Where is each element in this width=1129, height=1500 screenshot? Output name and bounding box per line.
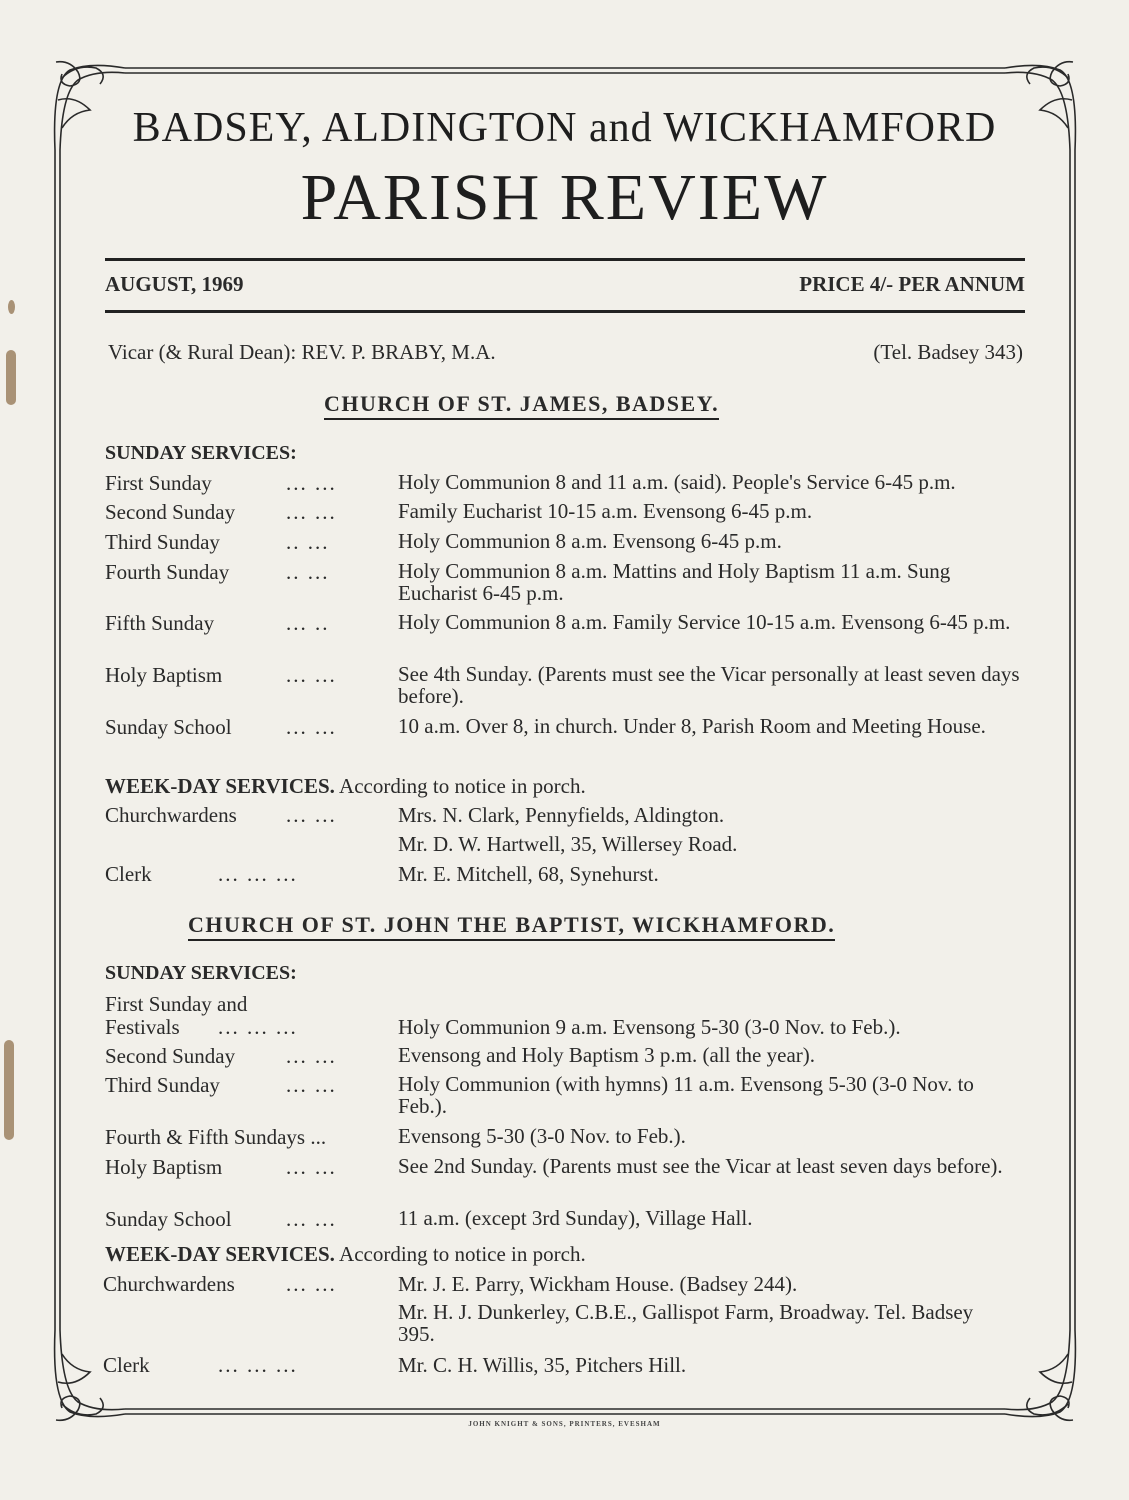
leader-dots: ... ... ...	[218, 1353, 298, 1377]
wickhamford-weekday-line	[105, 1242, 586, 1267]
wickhamford-sunday-heading: SUNDAY SERVICES:	[105, 962, 297, 984]
service-text: See 4th Sunday. (Parents must see the Vicar personally at least seven days before).	[398, 662, 1020, 708]
service-label: First Sunday	[105, 471, 212, 495]
publication-title: PARISH REVIEW	[300, 161, 829, 234]
section-heading-wickhamford: CHURCH OF ST. JOHN THE BAPTIST, WICKHAMFORD.	[188, 912, 835, 941]
churchwardens-label: Churchwardens	[103, 1272, 235, 1296]
section-heading-badsey: CHURCH OF ST. JAMES, BADSEY.	[324, 391, 719, 420]
leader-dots: ... ...	[286, 1073, 337, 1097]
issue-date: AUGUST, 1969	[105, 272, 244, 296]
leader-dots: ... ...	[286, 471, 337, 495]
service-text: Evensong and Holy Baptism 3 p.m. (all the year).	[398, 1043, 815, 1067]
leader-dots: .. ...	[286, 560, 330, 584]
printer-imprint: JOHN KNIGHT & SONS, PRINTERS, EVESHAM	[468, 1420, 661, 1428]
service-text: Holy Communion 8 a.m. Mattins and Holy Baptism 11 a.m. Sung Eucharist 6-45 p.m.	[398, 559, 951, 605]
service-label: Sunday School	[105, 1207, 232, 1231]
leader-dots: ... ... ...	[218, 862, 298, 886]
weekday-note: According to notice in porch.	[334, 774, 586, 798]
weekday-heading: WEEK-DAY SERVICES.	[105, 1242, 335, 1266]
leader-dots: ... ... ...	[218, 1015, 298, 1039]
service-text: Family Eucharist 10-15 a.m. Evensong 6-45 p.m.	[398, 499, 813, 523]
churchwardens-label: Churchwardens	[105, 803, 237, 827]
badsey-sunday-heading: SUNDAY SERVICES:	[105, 442, 297, 464]
header-rule-top	[105, 258, 1025, 261]
weekday-note: According to notice in porch.	[334, 1242, 586, 1266]
service-label: Second Sunday	[105, 1044, 236, 1068]
service-text: Holy Communion 9 a.m. Evensong 5-30 (3-0 Nov. to Feb.).	[398, 1015, 901, 1039]
publication-subtitle: BADSEY, ALDINGTON and WICKHAMFORD	[132, 105, 997, 151]
badsey-weekday-line	[105, 774, 586, 799]
vicar-tel: (Tel. Badsey 343)	[873, 340, 1023, 364]
service-text: Evensong 5-30 (3-0 Nov. to Feb.).	[398, 1124, 686, 1148]
service-text: 11 a.m. (except 3rd Sunday), Village Hall.	[398, 1206, 753, 1230]
leader-dots: ... ...	[286, 1272, 337, 1296]
paper-stain	[6, 350, 16, 405]
leader-dots: ... ...	[286, 500, 337, 524]
service-label: Festivals	[105, 1015, 180, 1039]
leader-dots: ... ...	[286, 803, 337, 827]
service-text: See 2nd Sunday. (Parents must see the Vicar at least seven days before).	[398, 1154, 1003, 1178]
leader-dots: ... ...	[286, 1155, 337, 1179]
service-label: Fourth Sunday	[105, 560, 230, 584]
churchwarden-2: Mr. D. W. Hartwell, 35, Willersey Road.	[398, 832, 738, 856]
service-label: Fourth & Fifth Sundays ...	[105, 1125, 327, 1149]
clerk-label: Clerk	[105, 862, 152, 886]
leader-dots: ... ...	[286, 715, 337, 739]
service-text: Holy Communion (with hymns) 11 a.m. Evensong 5-30 (3-0 Nov. to Feb.).	[398, 1072, 974, 1118]
leader-dots: ... ...	[286, 1207, 337, 1231]
churchwarden-1: Mrs. N. Clark, Pennyfields, Aldington.	[398, 803, 725, 827]
service-label: Sunday School	[105, 715, 232, 739]
churchwarden-2: Mr. H. J. Dunkerley, C.B.E., Gallispot Farm, Broadway. Tel. Badsey 395.	[398, 1300, 974, 1346]
leader-dots: .. ...	[286, 530, 330, 554]
leader-dots: ... ..	[286, 611, 330, 635]
price: PRICE 4/- PER ANNUM	[799, 272, 1025, 296]
clerk-name: Mr. C. H. Willis, 35, Pitchers Hill.	[398, 1353, 687, 1377]
weekday-heading: WEEK-DAY SERVICES.	[105, 774, 335, 798]
paper-stain	[4, 1040, 14, 1140]
service-label: Second Sunday	[105, 500, 236, 524]
clerk-label: Clerk	[103, 1353, 150, 1377]
service-text: Holy Communion 8 a.m. Family Service 10-15 a.m. Evensong 6-45 p.m.	[398, 610, 1011, 634]
service-label: Third Sunday	[105, 530, 220, 554]
paper-stain	[8, 300, 15, 314]
leader-dots: ... ...	[286, 663, 337, 687]
service-text: Holy Communion 8 a.m. Evensong 6-45 p.m.	[398, 529, 782, 553]
leader-dots: ... ...	[286, 1044, 337, 1068]
service-text: Holy Communion 8 and 11 a.m. (said). People's Service 6-45 p.m.	[398, 470, 956, 494]
vicar-line: Vicar (& Rural Dean): REV. P. BRABY, M.A.	[108, 340, 496, 364]
service-label: First Sunday and	[105, 992, 248, 1016]
service-label: Holy Baptism	[105, 1155, 223, 1179]
service-text: 10 a.m. Over 8, in church. Under 8, Parish Room and Meeting House.	[398, 714, 986, 738]
service-label: Holy Baptism	[105, 663, 223, 687]
service-label: Fifth Sunday	[105, 611, 215, 635]
clerk-name: Mr. E. Mitchell, 68, Synehurst.	[398, 862, 659, 886]
service-label: Third Sunday	[105, 1073, 220, 1097]
header-rule-bottom	[105, 310, 1025, 313]
churchwarden-1: Mr. J. E. Parry, Wickham House. (Badsey 244).	[398, 1272, 798, 1296]
